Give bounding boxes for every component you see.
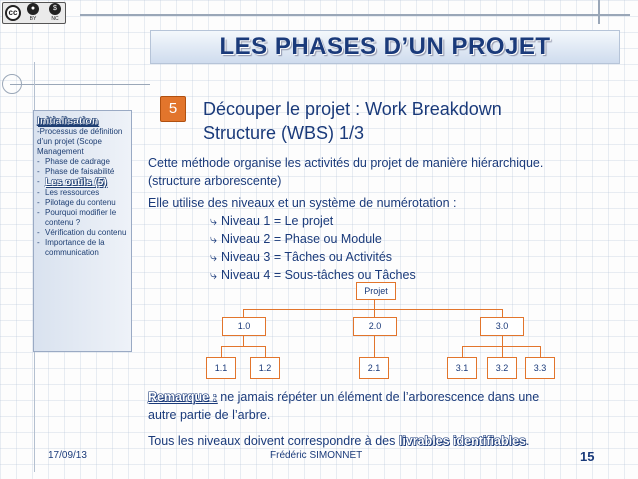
sidebar-item[interactable] bbox=[37, 157, 128, 167]
sidebar-item-dash: - bbox=[37, 157, 40, 166]
tree-node-level2[interactable]: 1.0 bbox=[222, 317, 266, 336]
sidebar-item[interactable] bbox=[37, 188, 128, 198]
tree-connector bbox=[462, 346, 463, 357]
sidebar-item[interactable] bbox=[37, 238, 128, 258]
tree-connector bbox=[243, 309, 502, 310]
sidebar-item-label: Vérification du contenu bbox=[45, 228, 127, 237]
slide-heading-line2: Structure (WBS) 1/3 bbox=[203, 123, 365, 143]
footer-page-number: 15 bbox=[580, 449, 595, 464]
tree-connector bbox=[221, 346, 265, 347]
sidebar-item[interactable] bbox=[37, 167, 128, 177]
sidebar-item-dash: - bbox=[37, 208, 40, 217]
arrow-icon: ⤷ bbox=[210, 214, 218, 228]
sidebar-item-label: Pourquoi modifier le contenu ? bbox=[45, 208, 117, 227]
sidebar bbox=[33, 110, 132, 352]
tree-connector bbox=[265, 346, 266, 357]
decor-line bbox=[10, 84, 150, 85]
arrow-icon: ⤷ bbox=[210, 232, 218, 246]
no-dollar-icon: $ bbox=[49, 3, 61, 15]
sidebar-item-dash: - bbox=[37, 198, 40, 207]
final-prefix: Tous les niveaux doivent correspondre à des bbox=[148, 434, 399, 448]
paragraph-1-line1: Cette méthode organise les activités du projet de manière hiérarchique. bbox=[148, 156, 544, 170]
tree-node-level3[interactable]: 1.1 bbox=[206, 357, 236, 379]
sidebar-item-label: Les ressources bbox=[45, 188, 100, 197]
tree-connector bbox=[502, 346, 503, 357]
sidebar-item-dash: - bbox=[37, 177, 40, 186]
remark bbox=[148, 388, 618, 424]
remark-label: Remarque : bbox=[148, 390, 217, 404]
arrow-icon: ⤷ bbox=[210, 250, 218, 264]
sidebar-item[interactable] bbox=[37, 177, 128, 188]
tree-node-level3[interactable]: 3.2 bbox=[487, 357, 517, 379]
tree-connector bbox=[243, 309, 244, 317]
paragraph-2: Elle utilise des niveaux et un système de numérotation : bbox=[148, 196, 457, 210]
person-icon: ● bbox=[27, 3, 39, 15]
sidebar-item-dash: - bbox=[37, 188, 40, 197]
tree-connector bbox=[243, 335, 244, 346]
sidebar-item-label: Phase de cadrage bbox=[45, 157, 110, 166]
tree-node-level2[interactable]: 3.0 bbox=[480, 317, 524, 336]
sidebar-item-dash: - bbox=[37, 228, 40, 237]
remark-text-line1: ne jamais répéter un élément de l’arborescence dans une bbox=[216, 390, 540, 404]
levels-list bbox=[210, 212, 416, 284]
paragraph-1 bbox=[148, 154, 618, 190]
tree-node-level3[interactable]: 1.2 bbox=[250, 357, 280, 379]
level-item: ⤷ Niveau 1 = Le projet bbox=[210, 214, 334, 228]
sidebar-item-label: Phase de faisabilité bbox=[45, 167, 115, 176]
sidebar-item-dash: - bbox=[37, 238, 40, 247]
tree-node-level2[interactable]: 2.0 bbox=[353, 317, 397, 336]
tree-connector bbox=[374, 299, 375, 309]
top-decor-vline bbox=[598, 0, 600, 24]
page-title: LES PHASES D’UN PROJET bbox=[150, 30, 620, 64]
sidebar-item-dash: - bbox=[37, 167, 40, 176]
cc-nc-label: NC bbox=[51, 16, 59, 22]
tree-node-root[interactable]: Projet bbox=[356, 282, 396, 300]
footer-date: 17/09/13 bbox=[48, 450, 87, 461]
tree-connector bbox=[374, 335, 375, 357]
sidebar-item[interactable] bbox=[37, 198, 128, 208]
sidebar-item-label: Les outils (5) bbox=[45, 177, 107, 188]
tree-connector bbox=[502, 309, 503, 317]
sidebar-item[interactable] bbox=[37, 228, 128, 238]
paragraph-1-line2: (structure arborescente) bbox=[148, 174, 282, 188]
tree-connector bbox=[221, 346, 222, 357]
tree-connector bbox=[462, 346, 540, 347]
slide-heading-line1: Découper le projet : Work Breakdown bbox=[203, 99, 502, 119]
tree-connector bbox=[374, 309, 375, 317]
cc-by-label: BY bbox=[29, 16, 37, 22]
final-suffix: . bbox=[525, 434, 530, 448]
step-number-badge: 5 bbox=[160, 96, 186, 122]
tree-node-level3[interactable]: 3.3 bbox=[525, 357, 555, 379]
footer-author: Frédéric SIMONNET bbox=[270, 450, 363, 461]
level-item: ⤷ Niveau 3 = Tâches ou Activités bbox=[210, 250, 393, 264]
sidebar-item[interactable] bbox=[37, 208, 128, 228]
arrow-icon: ⤷ bbox=[210, 268, 218, 282]
final-statement bbox=[148, 432, 618, 450]
sidebar-item-label: Pilotage du contenu bbox=[45, 198, 116, 207]
sidebar-items bbox=[37, 157, 128, 258]
slide-heading bbox=[203, 97, 613, 145]
sidebar-intro: -Processus de définition d’un projet (Scope Management bbox=[37, 127, 123, 156]
level-item: ⤷ Niveau 4 = Sous-tâches ou Tâches bbox=[210, 268, 416, 282]
top-decor-line bbox=[80, 14, 630, 16]
cc-icon: cc bbox=[5, 5, 21, 21]
license-badge[interactable] bbox=[2, 2, 66, 24]
level-item: ⤷ Niveau 2 = Phase ou Module bbox=[210, 232, 382, 246]
final-strong: livrables identifiables bbox=[398, 434, 526, 448]
sidebar-heading[interactable]: Initialisation bbox=[37, 115, 99, 127]
tree-node-level3[interactable]: 2.1 bbox=[359, 357, 389, 379]
tree-connector bbox=[540, 346, 541, 357]
sidebar-item-label: Importance de la communication bbox=[45, 238, 105, 257]
remark-text-line2: autre partie de l’arbre. bbox=[148, 408, 271, 422]
tree-connector bbox=[502, 335, 503, 346]
tree-node-level3[interactable]: 3.1 bbox=[447, 357, 477, 379]
